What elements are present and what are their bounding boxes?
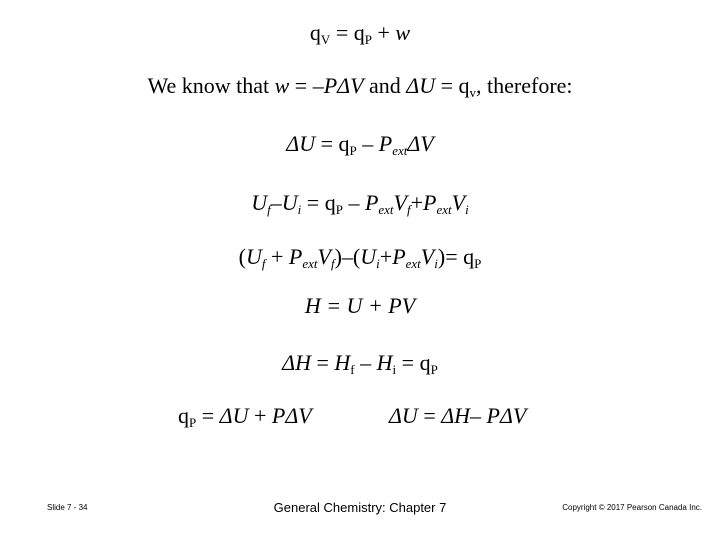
copyright-notice: Copyright © 2017 Pearson Canada Inc. <box>562 503 702 512</box>
equation-first-law: $q_V = q_P + w$ <box>309 20 411 47</box>
equation-delta-h: $\Delta H = H_f - H_i = q_P$ <box>282 350 438 377</box>
slide-number: Slide 7 - 34 <box>47 503 88 512</box>
equation-grouped-terms: $(U_f + P_{ext}V_f)-(U_i+P_{ext}V_i)= q_P$ <box>238 244 482 271</box>
footer-chapter-title: General Chemistry: Chapter 7 <box>273 500 447 515</box>
equation-uf-minus-ui: $U_f-U_i = q_P - P_{ext}V_f+P_{ext}V_i$ <box>251 190 469 217</box>
statement-work-and-energy: We know that w = –PΔV and $\Delta U = q_v$, therefore: <box>147 73 573 100</box>
equation-delta-u-from-h: ΔU = ΔH– PΔV <box>389 403 527 428</box>
equation-delta-u: $\Delta U = q_P - P_{ext}\Delta V$ <box>286 131 434 158</box>
equation-enthalpy-definition: H = U + PV <box>304 293 416 318</box>
equation-qp-relation: $q_P = \Delta U + P\Delta V$ <box>178 403 312 430</box>
